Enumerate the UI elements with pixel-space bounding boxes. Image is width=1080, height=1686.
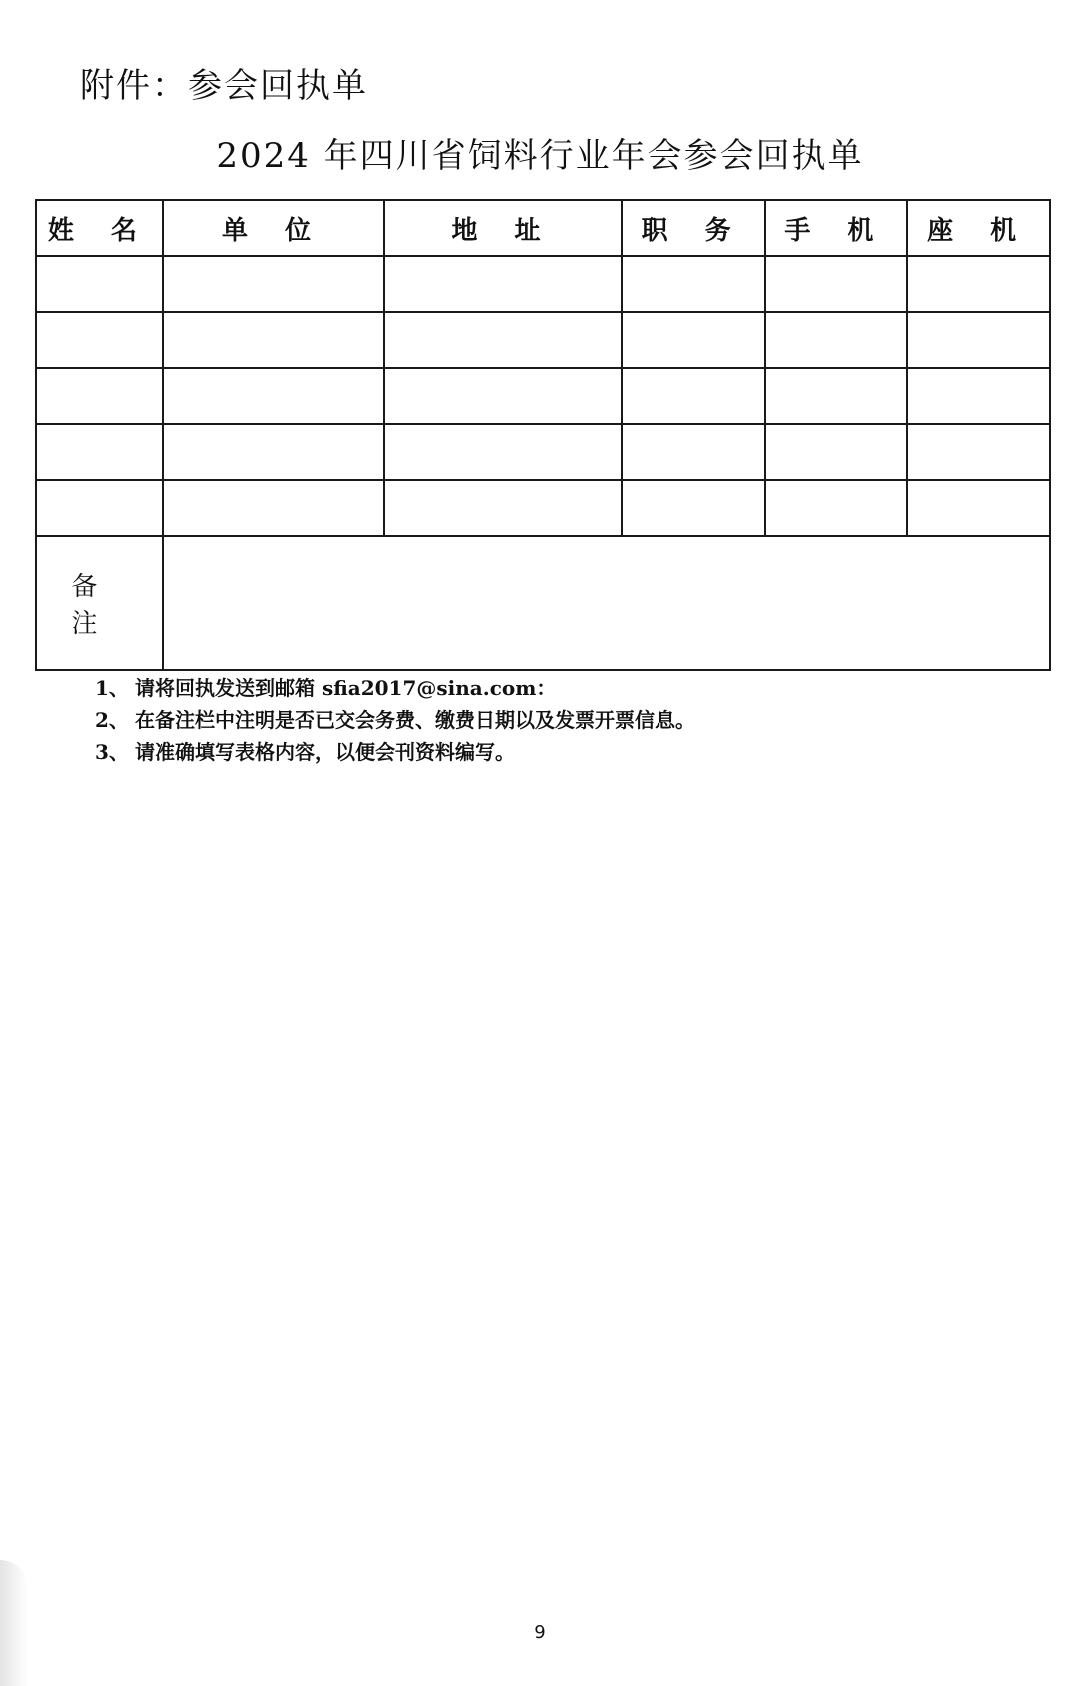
remarks-label: 备 注 xyxy=(36,536,163,670)
table-header-row xyxy=(36,200,1050,256)
note-text: 在备注栏中注明是否已交会务费、缴费日期以及发票开票信息。 xyxy=(135,708,695,732)
table-cell[interactable] xyxy=(907,368,1050,424)
table-row xyxy=(36,312,1050,368)
document-title: 2024 年四川省饲料行业年会参会回执单 xyxy=(216,136,864,176)
attachment-label: 附件：参会回执单 xyxy=(80,66,368,106)
remarks-cell[interactable] xyxy=(163,536,1050,670)
table-cell[interactable] xyxy=(163,256,385,312)
note-item xyxy=(95,704,695,736)
table-cell[interactable] xyxy=(765,368,908,424)
header-landline: 座 机 xyxy=(907,200,1050,256)
header-address: 地 址 xyxy=(384,200,622,256)
table-cell[interactable] xyxy=(384,424,622,480)
table-cell[interactable] xyxy=(36,312,163,368)
table-cell[interactable] xyxy=(622,480,765,536)
table-cell[interactable] xyxy=(163,368,385,424)
table-cell[interactable] xyxy=(163,480,385,536)
table-cell[interactable] xyxy=(765,424,908,480)
page-number: 9 xyxy=(534,1622,546,1643)
table-cell[interactable] xyxy=(622,312,765,368)
note-number: 2、 xyxy=(95,708,129,732)
header-position: 职 务 xyxy=(622,200,765,256)
table-cell[interactable] xyxy=(384,256,622,312)
table-cell[interactable] xyxy=(384,368,622,424)
table-cell[interactable] xyxy=(907,480,1050,536)
header-name: 姓 名 xyxy=(36,200,163,256)
header-unit: 单 位 xyxy=(163,200,385,256)
table-cell[interactable] xyxy=(765,312,908,368)
table-row xyxy=(36,368,1050,424)
table-cell[interactable] xyxy=(765,256,908,312)
table-row xyxy=(36,424,1050,480)
note-item xyxy=(95,672,695,704)
table-cell[interactable] xyxy=(622,368,765,424)
table-cell[interactable] xyxy=(765,480,908,536)
table-cell[interactable] xyxy=(36,424,163,480)
notes-list xyxy=(95,672,695,768)
note-text: 请将回执发送到邮箱 sfia2017@sina.com： xyxy=(135,676,557,700)
note-text: 请准确填写表格内容，以便会刊资料编写。 xyxy=(135,740,515,764)
header-mobile: 手 机 xyxy=(765,200,908,256)
remarks-row xyxy=(36,536,1050,670)
note-item xyxy=(95,736,695,768)
table-row xyxy=(36,480,1050,536)
table-cell[interactable] xyxy=(622,424,765,480)
table-cell[interactable] xyxy=(907,312,1050,368)
table-cell[interactable] xyxy=(384,480,622,536)
receipt-table xyxy=(35,199,1051,671)
table-cell[interactable] xyxy=(36,368,163,424)
table-cell[interactable] xyxy=(622,256,765,312)
table-cell[interactable] xyxy=(384,312,622,368)
table-cell[interactable] xyxy=(36,256,163,312)
table-cell[interactable] xyxy=(907,424,1050,480)
table-cell[interactable] xyxy=(36,480,163,536)
table-cell[interactable] xyxy=(907,256,1050,312)
note-number: 1、 xyxy=(95,676,129,700)
table-cell[interactable] xyxy=(163,312,385,368)
table-cell[interactable] xyxy=(163,424,385,480)
page-curl-shadow xyxy=(0,1560,28,1686)
note-number: 3、 xyxy=(95,740,129,764)
table-row xyxy=(36,256,1050,312)
